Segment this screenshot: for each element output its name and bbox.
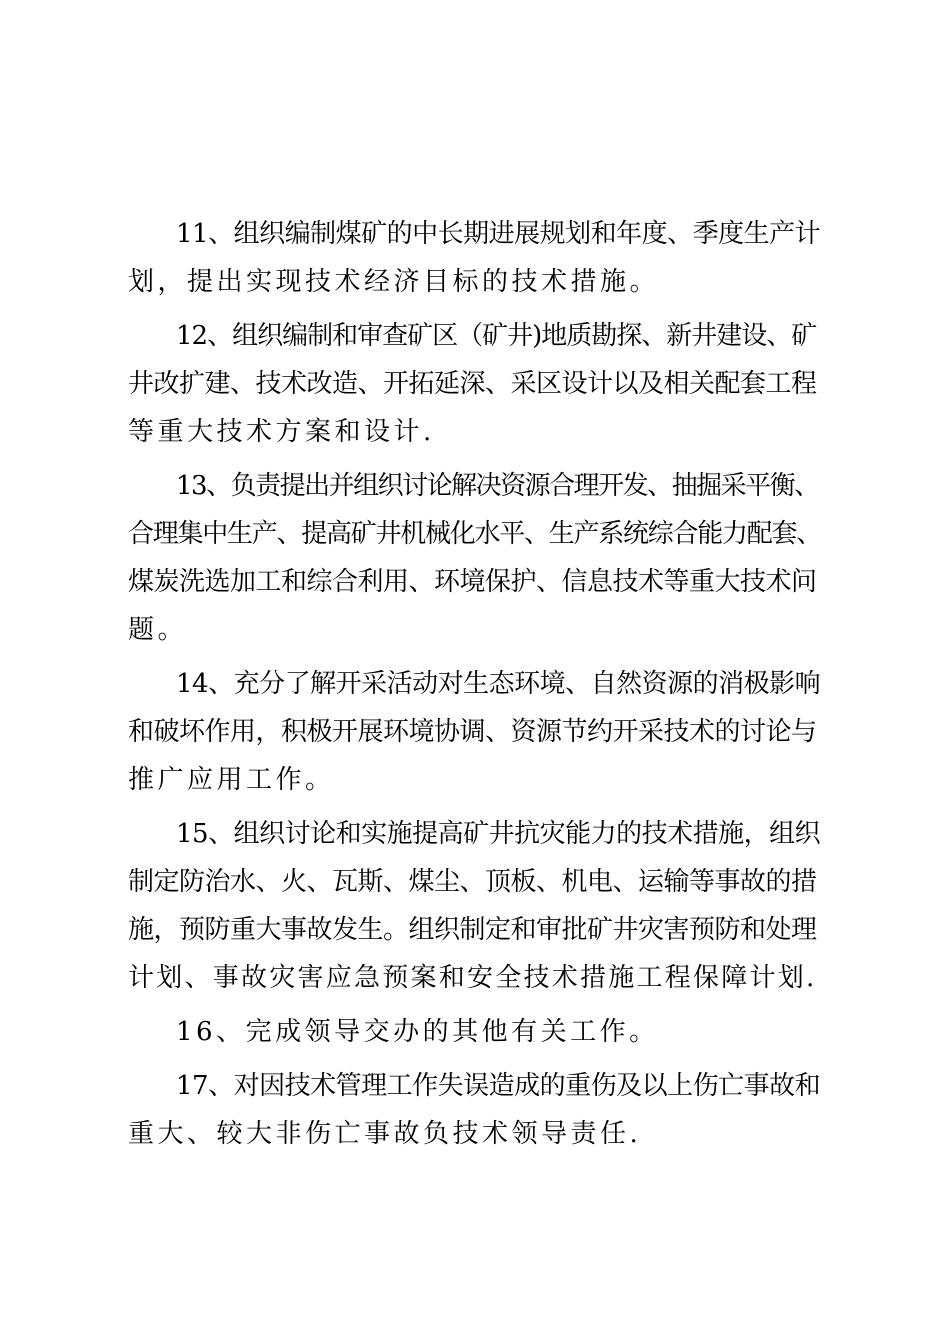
paragraph-15-line-4: 计划、事故灾害应急预案和安全技术措施工程保障计划. xyxy=(128,963,817,993)
paragraph-15-line-1: 15、组织讨论和实施提高矿井抗灾能力的技术措施，组织 xyxy=(176,819,821,849)
paragraph-11-line-1: 11、组织编制煤矿的中长期进展规划和年度、季度生产计 xyxy=(176,219,821,249)
paragraph-14-line-3: 推广应用工作。 xyxy=(128,765,335,795)
paragraph-13-line-2: 合理集中生产、提高矿井机械化水平、生产系统综合能力配套、 xyxy=(128,519,822,549)
paragraph-14-line-2: 和破坏作用，积极开展环境协调、资源节约开采技术的讨论与 xyxy=(128,717,817,747)
paragraph-17-line-2: 重大、较大非伤亡事故负技术领导责任. xyxy=(128,1119,642,1149)
paragraph-14-line-1: 14、充分了解开采活动对生态环境、自然资源的消极影响 xyxy=(176,669,821,699)
paragraph-15-line-2: 制定防治水、火、瓦斯、煤尘、顶板、机电、运输等事故的措 xyxy=(128,867,817,897)
paragraph-13-line-3: 煤炭洗选加工和综合利用、环境保护、信息技术等重大技术问 xyxy=(128,567,817,597)
paragraph-15-line-3: 施，预防重大事故发生。组织制定和审批矿井灾害预防和处理 xyxy=(128,915,817,945)
paragraph-12-line-2: 井改扩建、技术改造、开拓延深、采区设计以及相关配套工程 xyxy=(128,369,817,399)
paragraph-13-line-1: 13、负责提出并组织讨论解决资源合理开发、抽掘采平衡、 xyxy=(176,471,819,501)
paragraph-16-line-1: 16、完成领导交办的其他有关工作。 xyxy=(176,1017,659,1047)
paragraph-17-line-1: 17、对因技术管理工作失误造成的重伤及以上伤亡事故和 xyxy=(176,1071,821,1101)
paragraph-12-line-1: 12、组织编制和审查矿区（矿井)地质勘探、新井建设、矿 xyxy=(176,321,817,351)
paragraph-11-line-2: 划，提出实现技术经济目标的技术措施。 xyxy=(128,267,660,297)
paragraph-12-line-3: 等重大技术方案和设计. xyxy=(128,417,435,447)
paragraph-13-line-4: 题。 xyxy=(128,615,188,645)
